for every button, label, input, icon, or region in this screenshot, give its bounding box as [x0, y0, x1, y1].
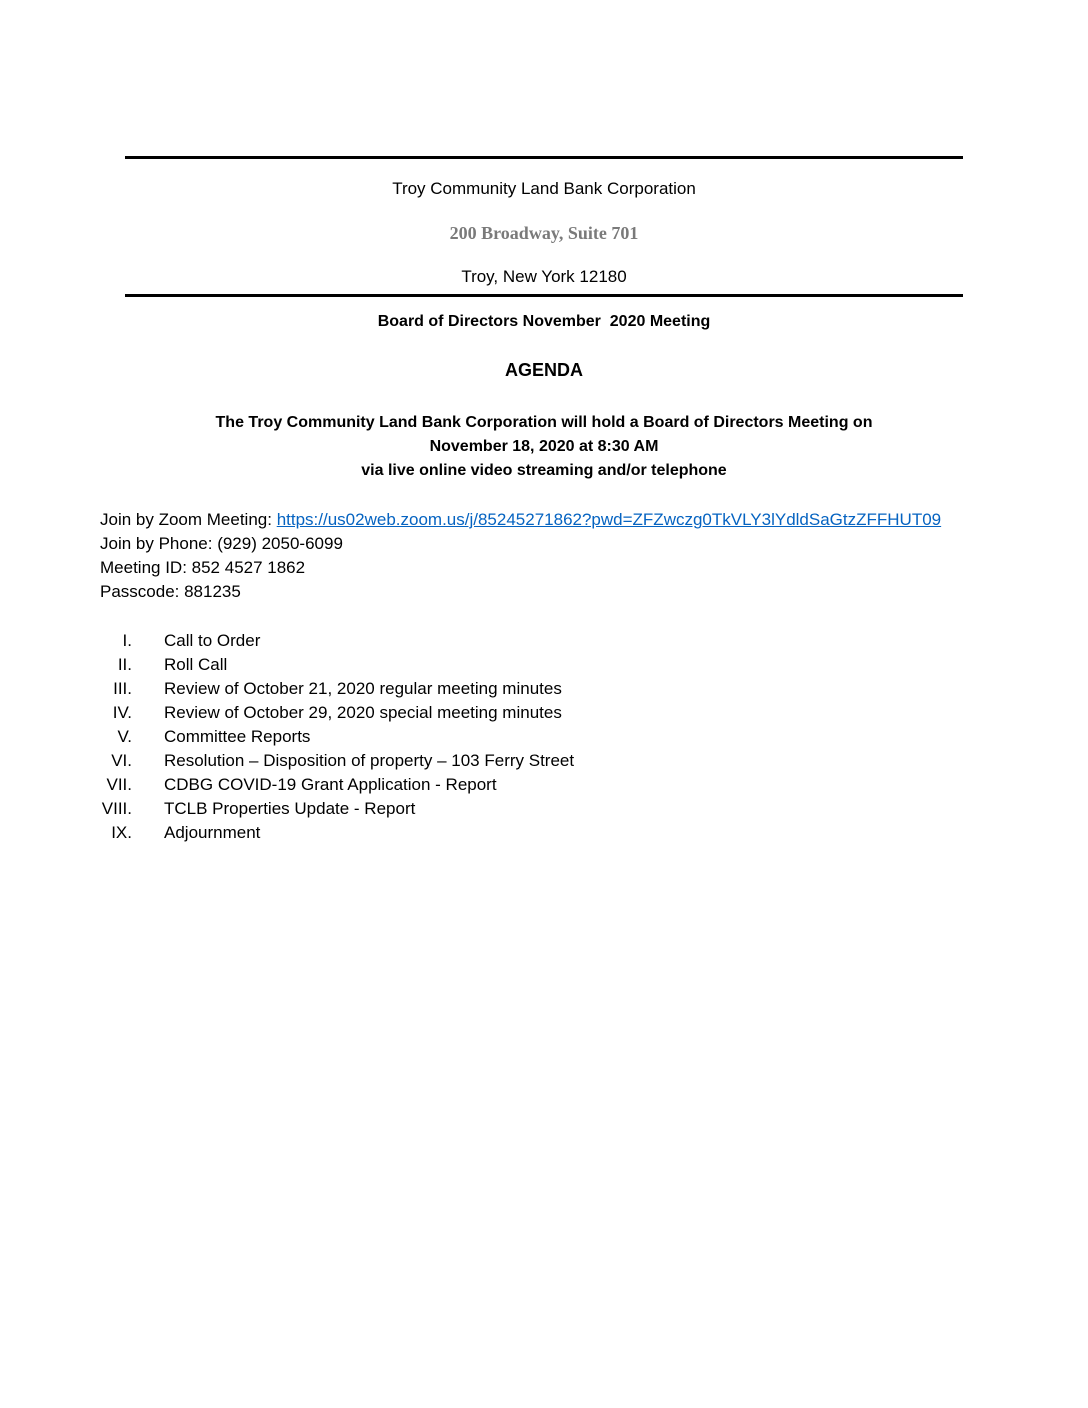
agenda-item-label: Adjournment: [164, 823, 261, 842]
bottom-divider: [125, 294, 963, 297]
meeting-id-line: Meeting ID: 852 4527 1862: [100, 558, 306, 577]
agenda-item-number: I.: [122, 631, 132, 650]
intro-line-2: November 18, 2020 at 8:30 AM: [429, 438, 659, 455]
intro-line-1: The Troy Community Land Bank Corporation will hold a Board of Directors Meeting on: [215, 414, 873, 431]
phone-line: Join by Phone: (929) 2050-6099: [100, 534, 343, 553]
agenda-item-number: IV.: [112, 703, 132, 722]
agenda-heading: AGENDA: [504, 360, 583, 380]
meeting-title: Board of Directors November 2020 Meeting: [377, 313, 711, 330]
agenda-item-label: Call to Order: [164, 631, 261, 650]
agenda-item-number: VIII.: [101, 799, 132, 818]
agenda-item-number: VI.: [111, 751, 132, 770]
agenda-item-number: III.: [113, 679, 132, 698]
zoom-label: Join by Zoom Meeting:: [100, 510, 277, 529]
agenda-item-label: TCLB Properties Update - Report: [164, 799, 416, 818]
zoom-line: [100, 508, 941, 532]
agenda-item-label: Roll Call: [164, 655, 228, 674]
agenda-item-number: IX.: [111, 823, 132, 842]
intro-line-3: via live online video streaming and/or telephone: [361, 462, 727, 479]
passcode-line: Passcode: 881235: [100, 582, 241, 601]
agenda-item-number: II.: [117, 655, 132, 674]
top-divider: [125, 156, 963, 159]
agenda-item-number: V.: [117, 727, 132, 746]
agenda-item-label: Committee Reports: [164, 727, 311, 746]
agenda-item-label: Review of October 21, 2020 regular meeting minutes: [164, 679, 562, 698]
agenda-item-label: Review of October 29, 2020 special meeting minutes: [164, 703, 562, 722]
meeting-intro: [0, 411, 1088, 483]
organization-name: Troy Community Land Bank Corporation: [392, 179, 696, 198]
agenda-item-number: VII.: [106, 775, 132, 794]
agenda-item-label: Resolution – Disposition of property – 103 Ferry Street: [164, 751, 575, 770]
organization-address: 200 Broadway, Suite 701: [449, 223, 639, 243]
agenda-item-label: CDBG COVID-19 Grant Application - Report: [164, 775, 497, 794]
join-details: [100, 508, 941, 604]
organization-city: Troy, New York 12180: [461, 267, 627, 286]
zoom-link[interactable]: https://us02web.zoom.us/j/85245271862?pwd=ZFZwczg0TkVLY3lYdldSaGtzZFFHUT09: [276, 510, 942, 529]
